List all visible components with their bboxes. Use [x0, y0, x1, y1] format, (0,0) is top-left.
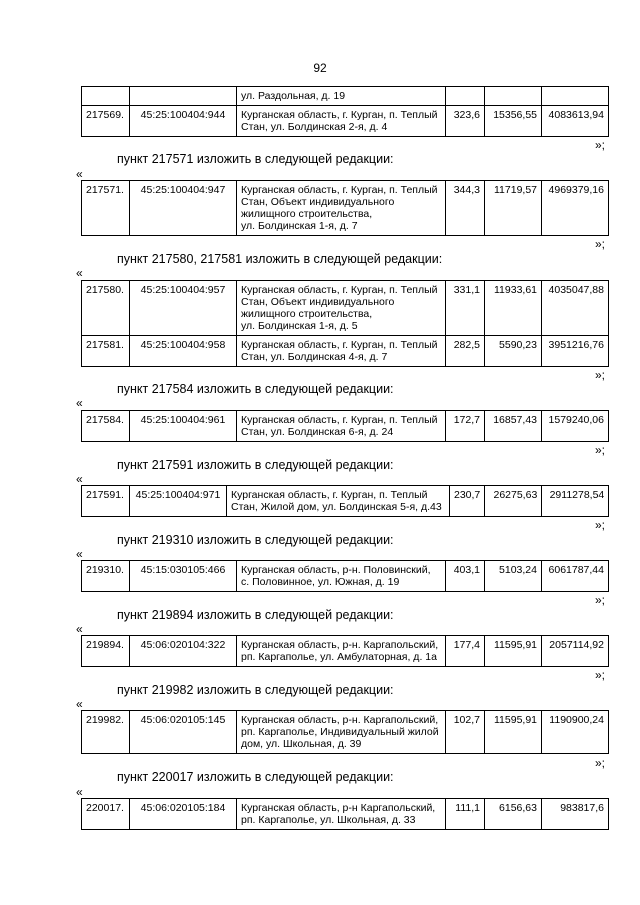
cell-address: [237, 799, 446, 830]
table-section: [81, 635, 609, 667]
cell-cadastral: 45:25:100404:961: [130, 411, 237, 442]
cell-area: 102,7: [446, 711, 485, 754]
cell-total: 2911278,54: [542, 486, 609, 517]
cell-cadastral: 45:25:100404:947: [130, 181, 237, 236]
section-heading: пункт 219982 изложить в следующей редакции:: [117, 683, 394, 697]
cell-total: 4083613,94: [542, 106, 609, 137]
address-line: ул. Болдинская 1-я, д. 7: [241, 220, 358, 232]
cell-total: 6061787,44: [542, 561, 609, 592]
cell-address: [227, 486, 450, 517]
cell-area: 172,7: [446, 411, 485, 442]
page-number: 92: [313, 61, 327, 75]
address-line: Курганская область, р-н. Каргапольский,: [241, 639, 439, 651]
opening-quote: «: [76, 396, 83, 410]
table-section: [81, 798, 609, 830]
cell-number: 219982.: [82, 711, 130, 754]
table-section: [81, 410, 609, 442]
cell-cadastral: 45:06:020105:184: [130, 799, 237, 830]
cell-total: 4035047,88: [542, 281, 609, 336]
address-line: Стан, Жилой дом, ул. Болдинская 5-я, д.43: [231, 501, 442, 513]
cell-cadastral: [130, 87, 237, 106]
address-line: Стан, Объект индивидуального: [241, 296, 395, 308]
cell-address: [237, 711, 446, 754]
closing-quote: »;: [595, 368, 606, 382]
cell-address: [237, 336, 446, 367]
opening-quote: «: [76, 167, 83, 181]
cell-area: 282,5: [446, 336, 485, 367]
address-line: Курганская область, г. Курган, п. Теплый: [241, 184, 438, 196]
address-line: Курганская область, г. Курган, п. Теплый: [241, 284, 438, 296]
table-row: [82, 636, 609, 667]
cell-cadastral: 45:15:030105:466: [130, 561, 237, 592]
address-line: Курганская область, г. Курган, п. Теплый: [241, 339, 438, 351]
cell-number: [82, 87, 130, 106]
closing-quote: »;: [595, 237, 606, 251]
address-line: Курганская область, г. Курган, п. Теплый: [241, 109, 438, 121]
cell-address: [237, 411, 446, 442]
address-line: Стан, ул. Болдинская 4-я, д. 7: [241, 351, 388, 363]
closing-quote: »;: [595, 593, 606, 607]
address-line: ул. Болдинская 1-я, д. 5: [241, 320, 358, 332]
cell-total: 983817,6: [542, 799, 609, 830]
cell-price: 11595,91: [485, 711, 542, 754]
opening-quote: «: [76, 697, 83, 711]
closing-quote: »;: [595, 443, 606, 457]
opening-quote: «: [76, 266, 83, 280]
table-row: [82, 181, 609, 236]
address-line: Курганская область, р-н Каргапольский,: [241, 802, 436, 814]
opening-quote: «: [76, 472, 83, 486]
cell-address: [237, 181, 446, 236]
cell-total: 4969379,16: [542, 181, 609, 236]
table-row: [82, 711, 609, 754]
table-section: [81, 280, 609, 367]
cell-address: ул. Раздольная, д. 19: [237, 87, 446, 106]
address-line: Стан, Объект индивидуального: [241, 196, 395, 208]
address-line: рп. Каргаполье, ул. Амбулаторная, д. 1а: [241, 651, 437, 663]
cell-cadastral: 45:25:100404:971: [130, 486, 227, 517]
table-row: [82, 799, 609, 830]
address-line: Курганская область, р-н. Половинский,: [241, 564, 431, 576]
address-line: с. Половинное, ул. Южная, д. 19: [241, 576, 400, 588]
section-heading: пункт 219310 изложить в следующей редакции:: [117, 533, 394, 547]
address-line: дом, ул. Школьная, д. 39: [241, 738, 362, 750]
opening-quote: «: [76, 622, 83, 636]
cell-area: 403,1: [446, 561, 485, 592]
cell-address: [237, 106, 446, 137]
cell-area: 230,7: [450, 486, 485, 517]
section-heading: пункт 217584 изложить в следующей редакции:: [117, 382, 394, 396]
table-row: [82, 281, 609, 336]
cell-cadastral: 45:25:100404:957: [130, 281, 237, 336]
table-section: [81, 485, 609, 517]
cell-area: 111,1: [446, 799, 485, 830]
cell-area: 344,3: [446, 181, 485, 236]
cell-number: 220017.: [82, 799, 130, 830]
cell-number: 217581.: [82, 336, 130, 367]
cell-price: [485, 87, 542, 106]
section-heading: пункт 217571 изложить в следующей редакции:: [117, 152, 394, 166]
cell-price: 11595,91: [485, 636, 542, 667]
cell-price: 5103,24: [485, 561, 542, 592]
table-row: [82, 561, 609, 592]
cell-number: 217571.: [82, 181, 130, 236]
cell-price: 6156,63: [485, 799, 542, 830]
cell-address: [237, 281, 446, 336]
cell-cadastral: 45:06:020105:145: [130, 711, 237, 754]
cell-price: 26275,63: [485, 486, 542, 517]
opening-quote: «: [76, 785, 83, 799]
closing-quote: »;: [595, 138, 606, 152]
closing-quote: »;: [595, 668, 606, 682]
closing-quote: »;: [595, 756, 606, 770]
cell-price: 5590,23: [485, 336, 542, 367]
cell-area: 323,6: [446, 106, 485, 137]
cell-price: 11933,61: [485, 281, 542, 336]
address-line: Стан, ул. Болдинская 2-я, д. 4: [241, 121, 388, 133]
cell-area: 177,4: [446, 636, 485, 667]
closing-quote: »;: [595, 518, 606, 532]
cell-number: 219894.: [82, 636, 130, 667]
cell-number: 217584.: [82, 411, 130, 442]
cell-total: 2057114,92: [542, 636, 609, 667]
cell-cadastral: 45:25:100404:958: [130, 336, 237, 367]
section-heading: пункт 217591 изложить в следующей редакции:: [117, 458, 394, 472]
table-section: [81, 710, 609, 754]
table-row: [82, 87, 609, 106]
table-section: [81, 560, 609, 592]
table-row: [82, 486, 609, 517]
address-line: жилищного строительства,: [241, 308, 373, 320]
address-line: жилищного строительства,: [241, 208, 373, 220]
cell-number: 217580.: [82, 281, 130, 336]
section-heading: пункт 220017 изложить в следующей редакции:: [117, 770, 394, 784]
cell-price: 16857,43: [485, 411, 542, 442]
cell-number: 217591.: [82, 486, 130, 517]
cell-number: 217569.: [82, 106, 130, 137]
section-heading: пункт 217580, 217581 изложить в следующей редакции:: [117, 252, 443, 266]
cell-total: 1579240,06: [542, 411, 609, 442]
cell-cadastral: 45:25:100404:944: [130, 106, 237, 137]
address-line: Курганская область, р-н. Каргапольский,: [241, 714, 439, 726]
section-heading: пункт 219894 изложить в следующей редакции:: [117, 608, 394, 622]
table-continued: [81, 86, 609, 137]
cell-area: 331,1: [446, 281, 485, 336]
opening-quote: «: [76, 547, 83, 561]
cell-price: 11719,57: [485, 181, 542, 236]
address-line: рп. Каргаполье, Индивидуальный жилой: [241, 726, 439, 738]
address-line: Курганская область, г. Курган, п. Теплый: [241, 414, 438, 426]
cell-address: [237, 636, 446, 667]
table-row: [82, 336, 609, 367]
cell-total: 1190900,24: [542, 711, 609, 754]
cell-total: 3951216,76: [542, 336, 609, 367]
table-row: [82, 106, 609, 137]
address-line: Стан, ул. Болдинская 6-я, д. 24: [241, 426, 394, 438]
cell-number: 219310.: [82, 561, 130, 592]
cell-area: [446, 87, 485, 106]
address-line: Курганская область, г. Курган, п. Теплый: [231, 489, 428, 501]
table-section: [81, 180, 609, 236]
cell-price: 15356,55: [485, 106, 542, 137]
table-row: [82, 411, 609, 442]
cell-cadastral: 45:06:020104:322: [130, 636, 237, 667]
address-line: рп. Каргаполье, ул. Школьная, д. 33: [241, 814, 416, 826]
cell-address: [237, 561, 446, 592]
cell-total: [542, 87, 609, 106]
